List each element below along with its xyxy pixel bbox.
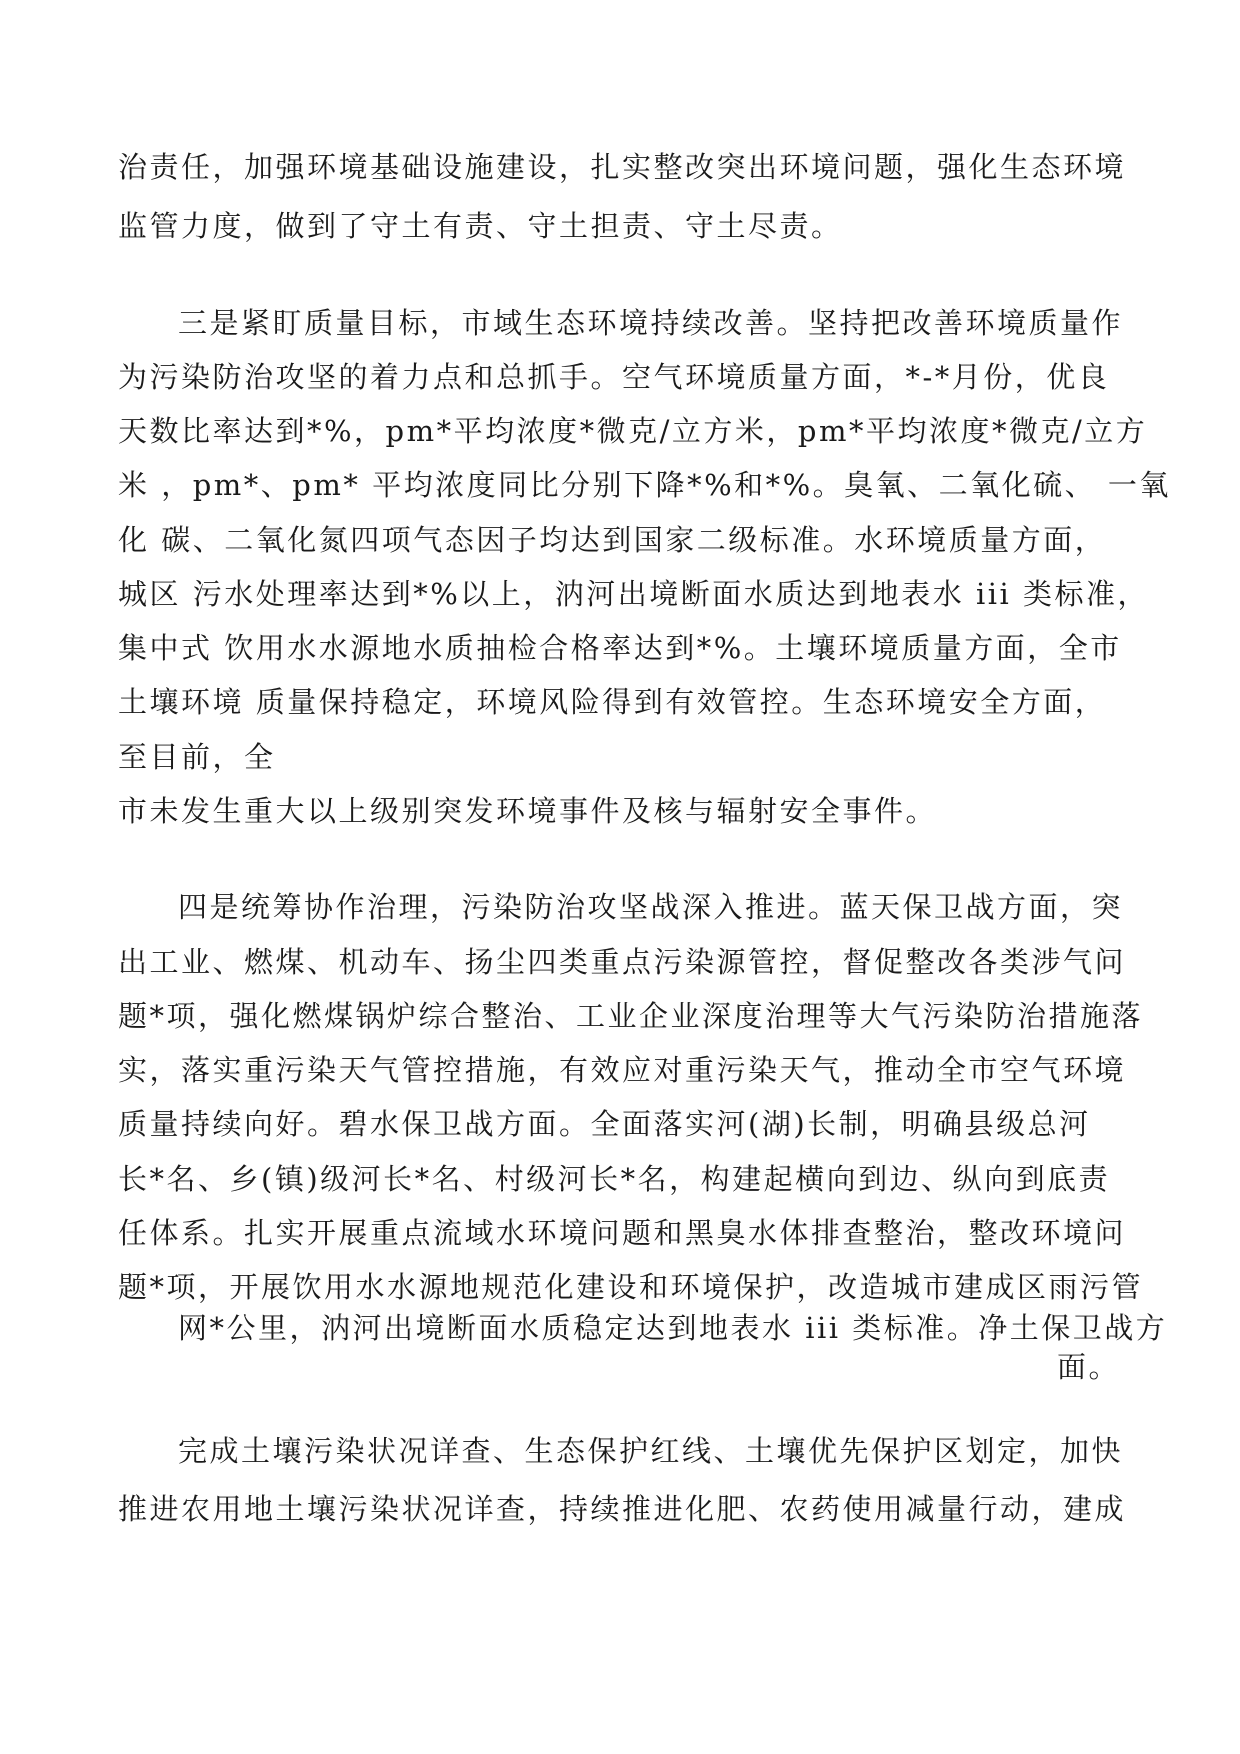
text-line: 化 碳、二氧化氮四项气态因子均达到国家二级标准。水环境质量方面，	[118, 523, 1107, 557]
text-line: 出工业、燃煤、机动车、扬尘四类重点污染源管控，督促整改各类涉气问	[118, 945, 1127, 979]
text-line: 题*项，开展饮用水水源地规范化建设和环境保护，改造城市建成区雨污管	[118, 1270, 1144, 1304]
text-line: 网*公里，汭河出境断面水质稳定达到地表水 iii 类标准。净土保卫战方	[178, 1311, 1168, 1345]
text-line: 城区 污水处理率达到*%以上，汭河出境断面水质达到地表水 iii 类标准，	[118, 577, 1150, 611]
text-line: 题*项，强化燃煤锅炉综合整治、工业企业深度治理等大气污染防治措施落	[118, 999, 1144, 1033]
text-line: 为污染防治攻坚的着力点和总抓手。空气环境质量方面，*-*月份，优良	[118, 360, 1110, 394]
text-line: 治责任，加强环境基础设施建设，扎实整改突出环境问题，强化生态环境	[118, 150, 1127, 184]
text-line: 任体系。扎实开展重点流域水环境问题和黑臭水体排查整治，整改环境问	[118, 1216, 1127, 1250]
text-line: 实，落实重污染天气管控措施，有效应对重污染天气，推动全市空气环境	[118, 1053, 1127, 1087]
paragraph-start-line: 四是统筹协作治理，污染防治攻坚战深入推进。蓝天保卫战方面，突	[178, 890, 1124, 924]
text-line: 监管力度，做到了守土有责、守土担责、守土尽责。	[118, 209, 843, 243]
text-line: 至目前，全	[118, 740, 276, 774]
text-line: 米 ，pm*、pm* 平均浓度同比分别下降*%和*%。臭氧、二氧化硫、 一氧	[118, 468, 1171, 502]
text-line: 土壤环境 质量保持稳定，环境风险得到有效管控。生态环境安全方面，	[118, 685, 1107, 719]
text-line: 质量持续向好。碧水保卫战方面。全面落实河(湖)长制，明确县级总河	[118, 1107, 1091, 1141]
text-line: 面。	[1056, 1350, 1120, 1384]
text-line: 天数比率达到*%，pm*平均浓度*微克/立方米，pm*平均浓度*微克/立方	[118, 414, 1148, 448]
text-line: 集中式 饮用水水源地水质抽检合格率达到*%。土壤环境质量方面，全市	[118, 631, 1122, 665]
text-line: 市未发生重大以上级别突发环境事件及核与辐射安全事件。	[118, 794, 938, 828]
paragraph-start-line: 三是紧盯质量目标，市域生态环境持续改善。坚持把改善环境质量作	[178, 306, 1124, 340]
text-line: 长*名、乡(镇)级河长*名、村级河长*名，构建起横向到边、纵向到底责	[118, 1162, 1111, 1196]
text-line: 推进农用地土壤污染状况详查，持续推进化肥、农药使用减量行动，建成	[118, 1492, 1127, 1526]
paragraph-start-line: 完成土壤污染状况详查、生态保护红线、土壤优先保护区划定，加快	[178, 1434, 1124, 1468]
